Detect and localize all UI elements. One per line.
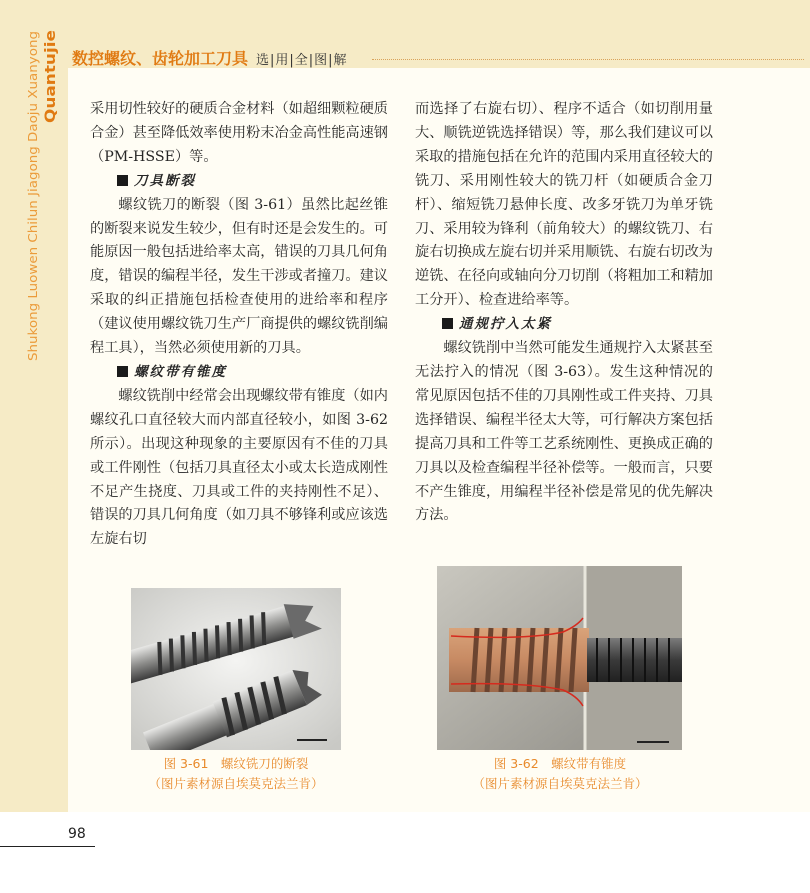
paragraph-taper: 螺纹铣削中经常会出现螺纹带有锥度（如内螺纹孔口直径较大而内部直径较小，如图 3-62 所示）。出现这种现象的主要原因有不佳的刀具或工件刚性（包括刀具直径太小或太长造成刚性不足产生挠度、刀具或工件的夹持刚性不足）、错误的刀具几何角度（如刀具不够锋利或应该选左旋右切	[90, 387, 388, 548]
subheading-stuck: 通规拧入太紧	[415, 313, 713, 337]
figure-3-61-caption-block	[86, 754, 386, 794]
paragraph-intro: 采用切性较好的硬质合金材料（如超细颗粒硬质合金）甚至降低效率使用粉末冶金高性能高速钢（PM-HSSE）等。	[90, 101, 388, 165]
paragraph-continued: 而选择了右旋右切）、程序不适合（如切削用量大、顺铣逆铣选择错误）等，那么我们建议可以采取的措施包括在允许的范围内采用直径较大的铣刀、采用刚性较大的铣刀杆（如硬质合金刀杆）、缩短铣刀悬伸长度、改多牙铣刀为单牙铣刀、采用较为锋利（前角较大）的螺纹铣刀、右旋右切换成左旋右切并采用顺铣、右旋右切改为逆铣、在径向或轴向分刀切削（将粗加工和精加工分开）、检查进给率等。	[415, 101, 713, 309]
book-title: 数控螺纹、齿轮加工刀具	[72, 49, 249, 68]
vertical-title	[10, 26, 70, 361]
running-header	[72, 44, 810, 70]
paragraph-breakage: 螺纹铣刀的断裂（图 3-61）虽然比起丝锥的断裂来说发生较少，但有时还是会发生的。可能原因一般包括进给率太高，错误的刀具几何角度，错误的编程半径，发生干涉或者撞刀。建议采取的纠正措施包括检查使用的进给率和程序（建议使用螺纹铣刀生产厂商提供的螺纹铣削编程工具），当然必须使用新的刀具。	[90, 196, 388, 357]
figure-3-62-caption-block	[410, 754, 710, 794]
right-column	[415, 98, 713, 528]
vertical-pinyin: Shukong Luowen Chilun Jiagong Daoju Xuanyong	[26, 58, 40, 361]
figure-3-61-credit: （图片素材源自埃莫克法兰肯）	[148, 776, 324, 791]
page-number-rule	[0, 846, 95, 847]
figure-3-62-credit: （图片素材源自埃莫克法兰肯）	[472, 776, 648, 791]
page-number: 98	[68, 826, 86, 842]
figure-3-61-image	[131, 588, 341, 750]
vertical-brand: Quantujie	[43, 45, 59, 123]
figure-3-62-image	[437, 566, 682, 750]
figure-3-62-caption: 图 3-62 螺纹带有锥度	[493, 756, 627, 771]
subheading-breakage: 刀具断裂	[90, 170, 388, 194]
paragraph-stuck: 螺纹铣削中当然可能发生通规拧入太紧甚至无法拧入的情况（图 3-63）。发生这种情况的常见原因包括不佳的刀具刚性或工件夹持、刀具选择错误、编程半径太大等，可行解决方案包括提高刀具和工件等工艺系统刚性、更换成正确的刀具以及检查编程半径补偿等。一般而言，只要不产生锥度，用编程半径补偿是常见的优先解决方法。	[415, 340, 713, 524]
square-bullet-icon	[442, 318, 453, 329]
square-bullet-icon	[117, 175, 128, 186]
left-column	[90, 98, 388, 552]
header-dotted-rule	[372, 59, 804, 60]
book-subtitle: 选|用|全|图|解	[256, 53, 348, 68]
figure-3-61-caption: 图 3-61 螺纹铣刀的断裂	[163, 756, 309, 771]
subheading-taper: 螺纹带有锥度	[90, 361, 388, 385]
square-bullet-icon	[117, 366, 128, 377]
